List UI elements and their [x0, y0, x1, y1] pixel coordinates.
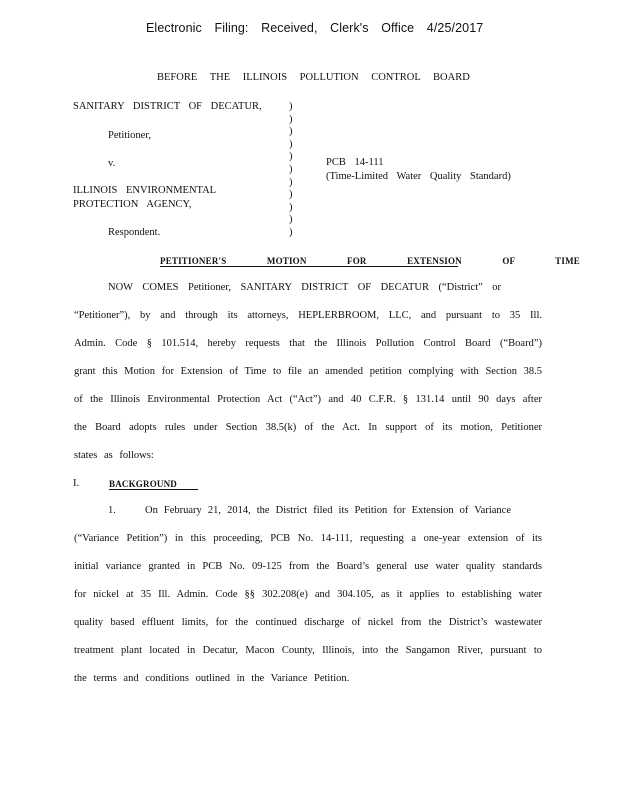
- respondent-name-line2: PROTECTION AGENCY,: [73, 199, 192, 210]
- paragraph-one-line-2: (“Variance Petition”) in this proceeding, PCB No. 14-111, requesting a one-year extension of its: [74, 533, 542, 544]
- paragraph-one-line-6: treatment plant located in Decatur, Macon County, Illinois, into the Sangamon River, pursuant to: [74, 645, 542, 656]
- intro-line-2: “Petitioner”), by and through its attorneys, HEPLERBROOM, LLC, and pursuant to 35 Ill.: [74, 310, 542, 321]
- motion-title: PETITIONER'S MOTION FOR EXTENSION OF TIME: [160, 256, 580, 266]
- section-heading: BACKGROUND: [109, 479, 178, 489]
- intro-line-7: states as follows:: [74, 450, 154, 461]
- paragraph-one-line-1: On February 21, 2014, the District filed its Petition for Extension of Variance: [145, 505, 511, 516]
- paragraph-number: 1.: [108, 505, 116, 516]
- intro-line-6: the Board adopts rules under Section 38.5(k) of the Act. In support of its motion, Petitioner: [74, 422, 542, 433]
- case-number: PCB 14-111: [326, 157, 384, 168]
- filing-header: Electronic Filing: Received, Clerk's Office 4/25/2017: [146, 21, 484, 35]
- versus: v.: [108, 158, 116, 169]
- section-numeral: I.: [73, 478, 80, 489]
- paragraph-one-line-5: quality based effluent limits, for the continued discharge of nickel from the District’s wastewater: [74, 617, 542, 628]
- respondent-role: Respondent.: [108, 227, 161, 238]
- motion-title-underline: [160, 266, 458, 267]
- intro-line-4: grant this Motion for Extension of Time to file an amended petition complying with Section 38.5: [74, 366, 542, 377]
- section-heading-underline: [109, 489, 198, 490]
- case-type: (Time-Limited Water Quality Standard): [326, 171, 511, 182]
- paragraph-one-line-4: for nickel at 35 Ill. Admin. Code §§ 302.208(e) and 304.105, as it applies to establishing water: [74, 589, 542, 600]
- board-line: BEFORE THE ILLINOIS POLLUTION CONTROL BOARD: [157, 72, 470, 83]
- caption-parentheses: ) ) ) ) ) ) ) ) ) ) ): [289, 101, 293, 238]
- intro-line-1: NOW COMES Petitioner, SANITARY DISTRICT OF DECATUR (“District” or: [108, 282, 501, 293]
- intro-line-5: of the Illinois Environmental Protection Act (“Act”) and 40 C.F.R. § 131.14 until 90 days after: [74, 394, 542, 405]
- petitioner-role: Petitioner,: [108, 130, 152, 141]
- paragraph-one-line-7: the terms and conditions outlined in the Variance Petition.: [74, 673, 350, 684]
- intro-line-3: Admin. Code § 101.514, hereby requests that the Illinois Pollution Control Board (“Board”): [74, 338, 542, 349]
- paragraph-one-line-3: initial variance granted in PCB No. 09-125 from the Board’s general use water quality standards: [74, 561, 542, 572]
- petitioner-name: SANITARY DISTRICT OF DECATUR,: [73, 101, 262, 112]
- respondent-name-line1: ILLINOIS ENVIRONMENTAL: [73, 185, 217, 196]
